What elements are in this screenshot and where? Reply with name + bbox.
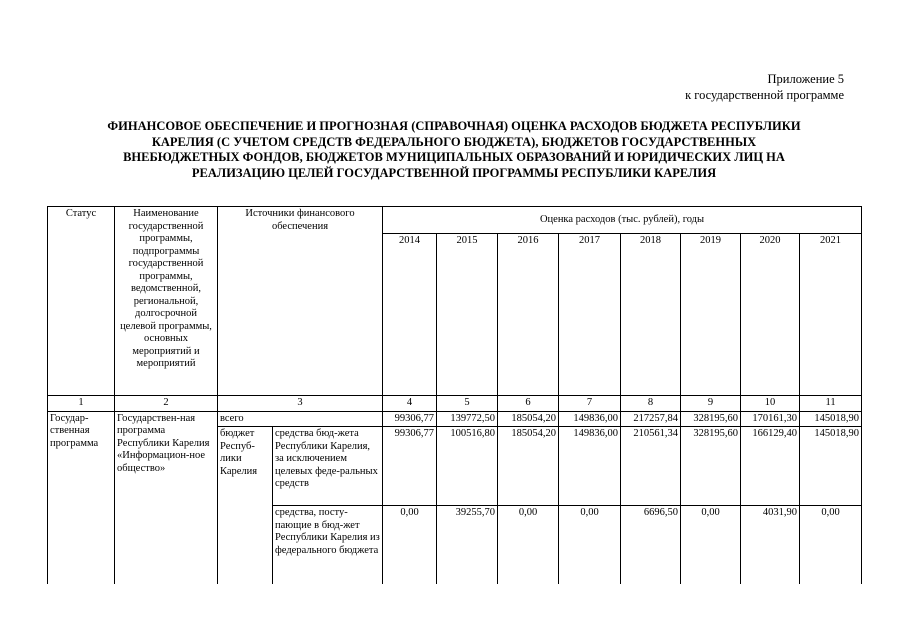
value-cell: 149836,00 <box>559 427 621 506</box>
value-cell: 0,00 <box>498 506 559 585</box>
header-row-1 <box>48 207 862 234</box>
title-line-1: ФИНАНСОВОЕ ОБЕСПЕЧЕНИЕ И ПРОГНОЗНАЯ (СПРАВОЧНАЯ) ОЦЕНКА РАСХОДОВ БЮДЖЕТА РЕСПУБЛИКИ <box>107 119 801 133</box>
header-year: 2020 <box>741 234 800 396</box>
column-number: 3 <box>218 396 383 412</box>
column-number-row <box>48 396 862 412</box>
header-year: 2015 <box>437 234 498 396</box>
value-cell: 99306,77 <box>383 411 437 427</box>
value-cell: 210561,34 <box>621 427 681 506</box>
value-cell: 99306,77 <box>383 427 437 506</box>
value-cell: 145018,90 <box>800 411 862 427</box>
value-cell: 0,00 <box>800 506 862 585</box>
value-cell: 149836,00 <box>559 411 621 427</box>
financing-table <box>47 206 862 584</box>
header-estimate: Оценка расходов (тыс. рублей), годы <box>383 207 862 234</box>
value-cell: 100516,80 <box>437 427 498 506</box>
appendix-line-2: к государственной программе <box>685 88 844 102</box>
column-number: 4 <box>383 396 437 412</box>
value-cell: 145018,90 <box>800 427 862 506</box>
header-year: 2017 <box>559 234 621 396</box>
appendix-note <box>544 71 844 103</box>
title-line-2: КАРЕЛИЯ (С УЧЕТОМ СРЕДСТВ ФЕДЕРАЛЬНОГО БЮДЖЕТА), БЮДЖЕТОВ ГОСУДАРСТВЕННЫХ <box>151 134 757 149</box>
value-cell: 185054,20 <box>498 411 559 427</box>
column-number: 7 <box>559 396 621 412</box>
column-number: 6 <box>498 396 559 412</box>
value-cell: 328195,60 <box>681 411 741 427</box>
header-year: 2016 <box>498 234 559 396</box>
value-cell: 139772,50 <box>437 411 498 427</box>
source-label: всего <box>218 411 383 427</box>
table-row <box>48 411 862 427</box>
program-name: Государствен-ная программа Республики Карелия «Информацион-ное общество» <box>115 411 218 584</box>
header-name: Наименование государственной программы, подпрограммы государственной программы, ведомственной, региональной, долгосрочной целевой программы, основных мероприятий и мероприятий <box>115 207 218 396</box>
value-cell: 217257,84 <box>621 411 681 427</box>
column-number: 1 <box>48 396 115 412</box>
value-cell: 166129,40 <box>741 427 800 506</box>
value-cell: 328195,60 <box>681 427 741 506</box>
value-cell: 0,00 <box>383 506 437 585</box>
value-cell: 0,00 <box>681 506 741 585</box>
value-cell: 4031,90 <box>741 506 800 585</box>
column-number: 11 <box>800 396 862 412</box>
document-title <box>40 119 868 181</box>
source-label: средства бюд-жета Республики Карелия, за исключением целевых феде-ральных средств <box>273 427 383 506</box>
header-year: 2018 <box>621 234 681 396</box>
value-cell: 0,00 <box>559 506 621 585</box>
column-number: 5 <box>437 396 498 412</box>
column-number: 2 <box>115 396 218 412</box>
appendix-line-1: Приложение 5 <box>767 72 844 86</box>
title-line-3: ВНЕБЮДЖЕТНЫХ ФОНДОВ, БЮДЖЕТОВ МУНИЦИПАЛЬНЫХ ОБРАЗОВАНИЙ И ЮРИДИЧЕСКИХ ЛИЦ НА <box>123 150 785 164</box>
title-line-4: РЕАЛИЗАЦИЮ ЦЕЛЕЙ ГОСУДАРСТВЕННОЙ ПРОГРАММЫ РЕСПУБЛИКИ КАРЕЛИЯ <box>191 165 717 180</box>
column-number: 9 <box>681 396 741 412</box>
value-cell: 6696,50 <box>621 506 681 585</box>
source-label: средства, посту-пающие в бюд-жет Республики Карелия из федерального бюджета <box>273 506 383 585</box>
header-year: 2019 <box>681 234 741 396</box>
value-cell: 39255,70 <box>437 506 498 585</box>
column-number: 10 <box>741 396 800 412</box>
value-cell: 170161,30 <box>741 411 800 427</box>
header-year: 2021 <box>800 234 862 396</box>
budget-label: бюджет Респуб-лики Карелия <box>218 427 273 585</box>
header-status: Статус <box>48 207 115 396</box>
header-year: 2014 <box>383 234 437 396</box>
value-cell: 185054,20 <box>498 427 559 506</box>
column-number: 8 <box>621 396 681 412</box>
program-status: Государ-ственная программа <box>48 411 115 584</box>
header-sources: Источники финансового обеспечения <box>218 207 383 396</box>
